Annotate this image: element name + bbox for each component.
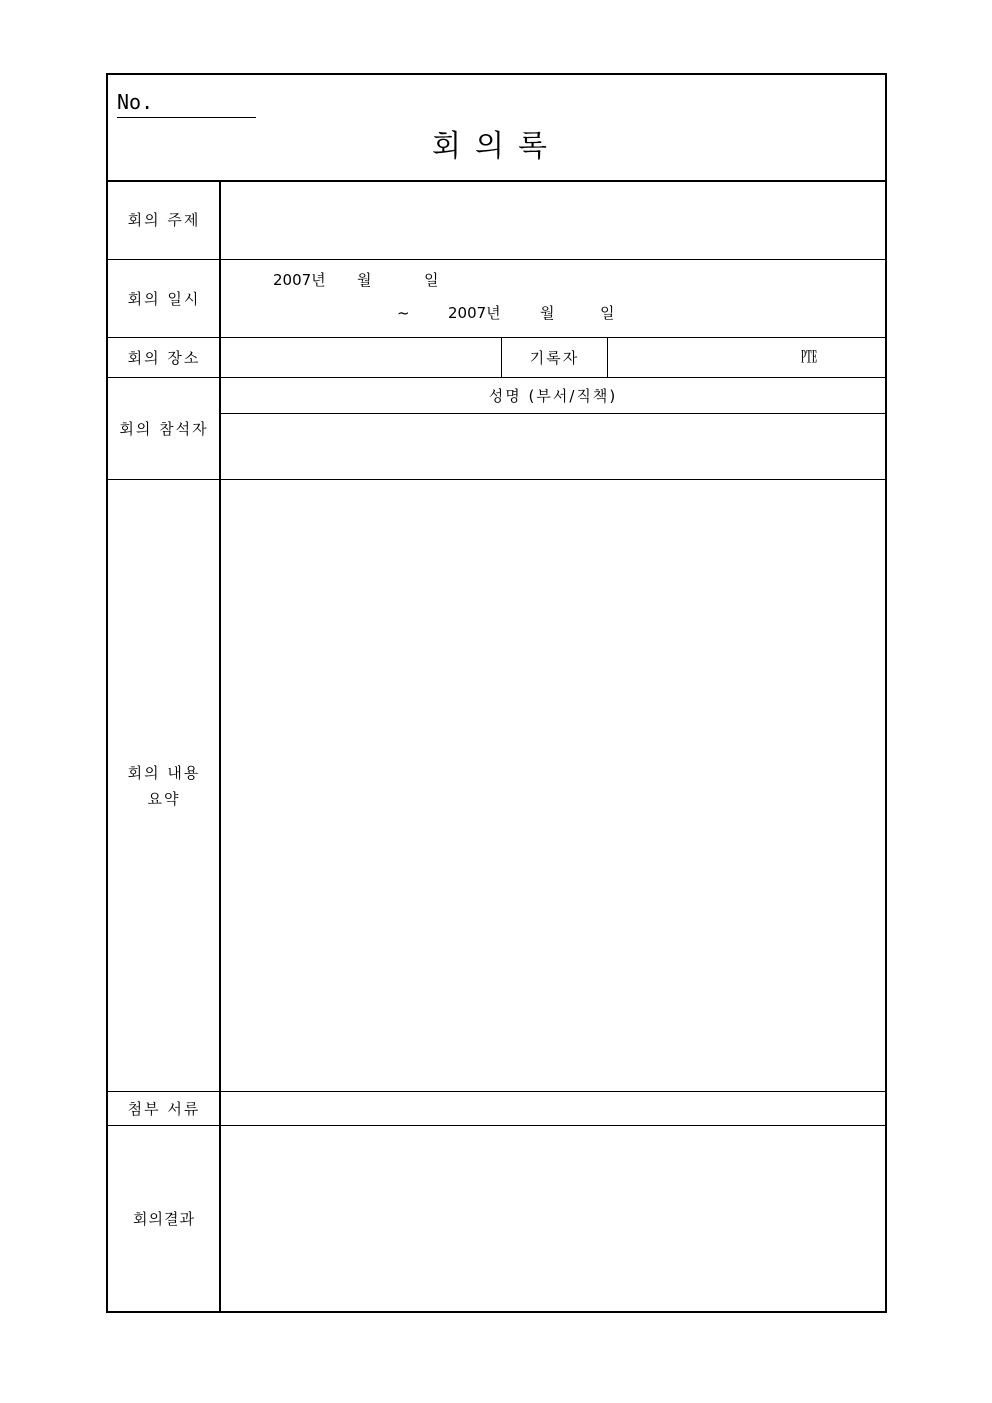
attendees-field[interactable] [221, 414, 885, 479]
end-day: 일 [600, 304, 615, 322]
place-label: 회의 장소 [127, 348, 201, 367]
datetime-label: 회의 일시 [127, 289, 201, 308]
summary-label-line2: 요약 [147, 789, 181, 808]
summary-label [108, 480, 220, 1091]
document-number-label: No. [117, 90, 154, 114]
attendees-label: 회의 참석자 [119, 419, 209, 438]
attendees-column-header: 성명 (부서/직책) [488, 387, 618, 405]
subject-field[interactable] [221, 181, 885, 259]
seal-icon: ㉐ [801, 347, 818, 366]
attachments-field[interactable] [221, 1092, 885, 1125]
end-year: 2007년 [448, 304, 501, 322]
recorder-field[interactable] [608, 338, 885, 377]
summary-field[interactable] [221, 480, 885, 1091]
subject-label: 회의 주제 [127, 211, 201, 229]
end-month: 월 [540, 304, 555, 322]
document-number-field[interactable] [117, 89, 256, 118]
place-field[interactable] [221, 338, 501, 377]
result-field[interactable] [221, 1126, 885, 1311]
summary-label-line1: 회의 내용 [127, 763, 201, 782]
page-title: 회의록 [432, 129, 561, 164]
meeting-minutes-form [106, 73, 887, 1313]
datetime-field[interactable] [221, 260, 885, 337]
recorder-label: 기록자 [529, 349, 580, 367]
start-year: 2007년 [273, 271, 326, 289]
date-range-tilde: ~ [397, 304, 410, 322]
attachments-label: 첨부 서류 [127, 1099, 201, 1118]
start-month: 월 [357, 271, 372, 289]
start-day: 일 [424, 271, 439, 289]
result-label: 회의결과 [133, 1209, 195, 1228]
